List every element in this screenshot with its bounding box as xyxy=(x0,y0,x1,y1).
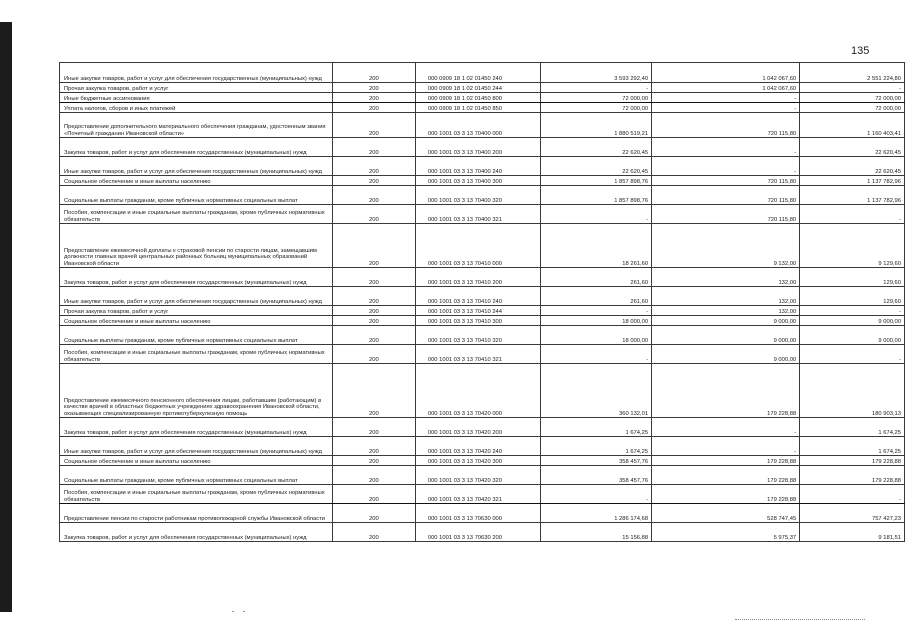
row-code: 200 xyxy=(332,466,415,485)
row-name: Закупка товаров, работ и услуг для обеспечения государственных (муниципальных) нужд xyxy=(60,138,333,157)
row-executed: 9 132,00 xyxy=(652,224,800,268)
row-code: 200 xyxy=(332,113,415,138)
row-name: Иные бюджетные ассигнования xyxy=(60,93,333,103)
row-approved: 72 000,00 xyxy=(541,103,652,113)
row-unexecuted: - xyxy=(800,83,905,93)
row-budget-code: 000 1001 03 3 13 70400 321 xyxy=(415,205,541,224)
row-budget-code: 000 0909 18 1 02 01450 240 xyxy=(415,63,541,83)
row-name: Прочая закупка товаров, работ и услуг xyxy=(60,83,333,93)
row-unexecuted: 179 228,88 xyxy=(800,456,905,466)
table-row xyxy=(60,268,905,287)
row-unexecuted: - xyxy=(800,485,905,504)
row-executed: 5 975,37 xyxy=(652,523,800,542)
row-executed: 9 000,00 xyxy=(652,345,800,364)
row-executed: 528 747,45 xyxy=(652,504,800,523)
table-row xyxy=(60,326,905,345)
row-unexecuted: - xyxy=(800,345,905,364)
row-name: Предоставление пенсии по старости работникам противопожарной службы Ивановской области xyxy=(60,504,333,523)
table-row xyxy=(60,437,905,456)
row-code: 200 xyxy=(332,287,415,306)
row-executed: 1 042 067,60 xyxy=(652,83,800,93)
row-approved: 1 880 519,21 xyxy=(541,113,652,138)
scan-speck xyxy=(232,611,234,612)
row-unexecuted: 179 228,88 xyxy=(800,466,905,485)
row-unexecuted: 22 620,45 xyxy=(800,157,905,176)
row-approved: - xyxy=(541,345,652,364)
row-name: Иные закупки товаров, работ и услуг для обеспечения государственных (муниципальных) нужд xyxy=(60,63,333,83)
row-unexecuted: 9 129,60 xyxy=(800,224,905,268)
row-code: 200 xyxy=(332,186,415,205)
row-unexecuted: 72 000,00 xyxy=(800,93,905,103)
table-row xyxy=(60,485,905,504)
row-name: Прочая закупка товаров, работ и услуг xyxy=(60,306,333,316)
row-approved: 360 132,01 xyxy=(541,364,652,418)
row-unexecuted: - xyxy=(800,205,905,224)
row-budget-code: 000 1001 03 3 13 70410 320 xyxy=(415,326,541,345)
row-code: 200 xyxy=(332,523,415,542)
row-executed: - xyxy=(652,138,800,157)
row-unexecuted: 757 427,23 xyxy=(800,504,905,523)
scan-artifact xyxy=(735,619,865,621)
budget-execution-table xyxy=(59,62,905,542)
table-row xyxy=(60,186,905,205)
row-budget-code: 000 1001 03 3 13 70420 200 xyxy=(415,418,541,437)
row-approved: - xyxy=(541,306,652,316)
row-approved: 261,60 xyxy=(541,268,652,287)
table-body xyxy=(60,63,905,542)
table-row xyxy=(60,157,905,176)
row-executed: 1 042 067,60 xyxy=(652,63,800,83)
row-code: 200 xyxy=(332,176,415,186)
row-executed: 132,00 xyxy=(652,306,800,316)
row-budget-code: 000 1001 03 3 13 70420 240 xyxy=(415,437,541,456)
row-code: 200 xyxy=(332,364,415,418)
row-executed: 720 115,80 xyxy=(652,176,800,186)
row-executed: 179 228,88 xyxy=(652,485,800,504)
row-unexecuted: 129,60 xyxy=(800,268,905,287)
row-name: Закупка товаров, работ и услуг для обеспечения государственных (муниципальных) нужд xyxy=(60,523,333,542)
row-name: Социальное обеспечение и иные выплаты населению xyxy=(60,456,333,466)
row-budget-code: 000 1001 03 3 13 70420 320 xyxy=(415,466,541,485)
row-approved: 22 620,45 xyxy=(541,138,652,157)
row-executed: - xyxy=(652,437,800,456)
row-name: Пособия, компенсации и иные социальные выплаты гражданам, кроме публичных нормативных обязательств xyxy=(60,205,333,224)
row-unexecuted: 129,60 xyxy=(800,287,905,306)
table-row xyxy=(60,287,905,306)
scan-binding-edge xyxy=(0,22,12,612)
row-budget-code: 000 0909 18 1 02 01450 850 xyxy=(415,103,541,113)
row-code: 200 xyxy=(332,345,415,364)
row-executed: 179 228,88 xyxy=(652,364,800,418)
row-approved: 72 000,00 xyxy=(541,93,652,103)
table-row xyxy=(60,63,905,83)
row-unexecuted: - xyxy=(800,306,905,316)
table-row xyxy=(60,316,905,326)
scan-speck xyxy=(243,611,245,612)
row-code: 200 xyxy=(332,437,415,456)
row-unexecuted: 1 674,25 xyxy=(800,418,905,437)
row-approved: 22 620,45 xyxy=(541,157,652,176)
row-code: 200 xyxy=(332,224,415,268)
row-unexecuted: 9 181,51 xyxy=(800,523,905,542)
row-approved: 1 286 174,68 xyxy=(541,504,652,523)
table-row xyxy=(60,93,905,103)
row-name: Социальные выплаты гражданам, кроме публичных нормативных социальных выплат xyxy=(60,326,333,345)
table-row xyxy=(60,456,905,466)
row-budget-code: 000 1001 03 3 13 70410 244 xyxy=(415,306,541,316)
row-code: 200 xyxy=(332,306,415,316)
row-budget-code: 000 1001 03 3 13 70630 200 xyxy=(415,523,541,542)
row-approved: 261,60 xyxy=(541,287,652,306)
row-approved: 1 857 898,76 xyxy=(541,176,652,186)
row-budget-code: 000 1001 03 3 13 70420 321 xyxy=(415,485,541,504)
row-budget-code: 000 1001 03 3 13 70400 000 xyxy=(415,113,541,138)
table-row xyxy=(60,523,905,542)
row-code: 200 xyxy=(332,456,415,466)
table-row xyxy=(60,306,905,316)
row-code: 200 xyxy=(332,504,415,523)
row-approved: 358 457,76 xyxy=(541,466,652,485)
row-approved: 3 593 292,40 xyxy=(541,63,652,83)
row-unexecuted: 22 620,45 xyxy=(800,138,905,157)
row-name: Социальные выплаты гражданам, кроме публичных нормативных социальных выплат xyxy=(60,186,333,205)
row-unexecuted: 9 000,00 xyxy=(800,326,905,345)
row-approved: - xyxy=(541,485,652,504)
row-budget-code: 000 1001 03 3 13 70410 200 xyxy=(415,268,541,287)
table-row xyxy=(60,224,905,268)
row-unexecuted: 2 551 224,80 xyxy=(800,63,905,83)
row-approved: 18 000,00 xyxy=(541,316,652,326)
table-row xyxy=(60,466,905,485)
row-unexecuted: 1 137 782,96 xyxy=(800,176,905,186)
row-code: 200 xyxy=(332,418,415,437)
row-executed: 132,00 xyxy=(652,268,800,287)
table-row xyxy=(60,345,905,364)
table-row xyxy=(60,205,905,224)
table-row xyxy=(60,113,905,138)
row-unexecuted: 1 674,25 xyxy=(800,437,905,456)
row-name: Уплата налогов, сборов и иных платежей xyxy=(60,103,333,113)
row-executed: 179 228,88 xyxy=(652,456,800,466)
row-code: 200 xyxy=(332,205,415,224)
row-name: Социальное обеспечение и иные выплаты населению xyxy=(60,176,333,186)
row-name: Закупка товаров, работ и услуг для обеспечения государственных (муниципальных) нужд xyxy=(60,418,333,437)
row-budget-code: 000 1001 03 3 13 70420 000 xyxy=(415,364,541,418)
row-unexecuted: 72 000,00 xyxy=(800,103,905,113)
row-executed: 720 115,80 xyxy=(652,205,800,224)
table-row xyxy=(60,504,905,523)
row-budget-code: 000 1001 03 3 13 70410 321 xyxy=(415,345,541,364)
row-executed: - xyxy=(652,418,800,437)
row-budget-code: 000 1001 03 3 13 70400 200 xyxy=(415,138,541,157)
row-unexecuted: 180 903,13 xyxy=(800,364,905,418)
row-unexecuted: 9 000,00 xyxy=(800,316,905,326)
row-approved: - xyxy=(541,83,652,93)
table-row xyxy=(60,418,905,437)
row-budget-code: 000 0909 18 1 02 01450 244 xyxy=(415,83,541,93)
row-unexecuted: 1 160 403,41 xyxy=(800,113,905,138)
row-name: Иные закупки товаров, работ и услуг для обеспечения государственных (муниципальных) нужд xyxy=(60,437,333,456)
row-executed: 9 000,00 xyxy=(652,326,800,345)
row-executed: 132,00 xyxy=(652,287,800,306)
row-executed: - xyxy=(652,103,800,113)
row-name: Предоставление ежемесячного пенсионного обеспечения лицам, работавшим (работающим) в качестве врачей в областных бюджетных учреждениях здравоохранения Ивановской области, оказывающих специализированную противотуберкулезную помощь xyxy=(60,364,333,418)
row-code: 200 xyxy=(332,83,415,93)
row-code: 200 xyxy=(332,268,415,287)
row-code: 200 xyxy=(332,485,415,504)
row-approved: 1 674,25 xyxy=(541,437,652,456)
page-number: 135 xyxy=(851,45,870,57)
row-name: Иные закупки товаров, работ и услуг для обеспечения государственных (муниципальных) нужд xyxy=(60,157,333,176)
row-approved: 18 261,60 xyxy=(541,224,652,268)
table-row xyxy=(60,364,905,418)
row-code: 200 xyxy=(332,157,415,176)
row-name: Пособия, компенсации и иные социальные выплаты гражданам, кроме публичных нормативных обязательств xyxy=(60,485,333,504)
row-code: 200 xyxy=(332,316,415,326)
row-approved: 15 156,88 xyxy=(541,523,652,542)
row-code: 200 xyxy=(332,103,415,113)
row-code: 200 xyxy=(332,93,415,103)
row-executed: 720 115,80 xyxy=(652,113,800,138)
row-name: Закупка товаров, работ и услуг для обеспечения государственных (муниципальных) нужд xyxy=(60,268,333,287)
table-row xyxy=(60,83,905,93)
table-row xyxy=(60,176,905,186)
row-approved: 1 674,25 xyxy=(541,418,652,437)
table-row xyxy=(60,103,905,113)
row-name: Пособия, компенсации и иные социальные выплаты гражданам, кроме публичных нормативных обязательств xyxy=(60,345,333,364)
row-executed: - xyxy=(652,93,800,103)
row-executed: - xyxy=(652,157,800,176)
row-budget-code: 000 1001 03 3 13 70410 300 xyxy=(415,316,541,326)
row-budget-code: 000 1001 03 3 13 70410 000 xyxy=(415,224,541,268)
row-unexecuted: 1 137 782,96 xyxy=(800,186,905,205)
row-budget-code: 000 1001 03 3 13 70400 300 xyxy=(415,176,541,186)
row-executed: 720 115,80 xyxy=(652,186,800,205)
row-code: 200 xyxy=(332,326,415,345)
row-name: Предоставление дополнительного материального обеспечения гражданам, удостоенным звания «Почетный гражданин Ивановской области» xyxy=(60,113,333,138)
row-approved: 358 457,76 xyxy=(541,456,652,466)
row-budget-code: 000 1001 03 3 13 70400 320 xyxy=(415,186,541,205)
row-budget-code: 000 1001 03 3 13 70400 240 xyxy=(415,157,541,176)
row-code: 200 xyxy=(332,63,415,83)
row-approved: 18 000,00 xyxy=(541,326,652,345)
row-executed: 179 228,88 xyxy=(652,466,800,485)
row-executed: 9 000,00 xyxy=(652,316,800,326)
table-row xyxy=(60,138,905,157)
row-name: Социальное обеспечение и иные выплаты населению xyxy=(60,316,333,326)
row-budget-code: 000 1001 03 3 13 70420 300 xyxy=(415,456,541,466)
row-budget-code: 000 1001 03 3 13 70630 000 xyxy=(415,504,541,523)
row-approved: - xyxy=(541,205,652,224)
row-approved: 1 857 898,76 xyxy=(541,186,652,205)
row-name: Иные закупки товаров, работ и услуг для обеспечения государственных (муниципальных) нужд xyxy=(60,287,333,306)
row-budget-code: 000 1001 03 3 13 70410 240 xyxy=(415,287,541,306)
row-budget-code: 000 0909 18 1 02 01450 800 xyxy=(415,93,541,103)
row-name: Предоставление ежемесячной доплаты к страховой пенсии по старости лицам, замещавшим должности главных врачей центральных районных больниц муниципальных образований Ивановской области xyxy=(60,224,333,268)
row-name: Социальные выплаты гражданам, кроме публичных нормативных социальных выплат xyxy=(60,466,333,485)
row-code: 200 xyxy=(332,138,415,157)
